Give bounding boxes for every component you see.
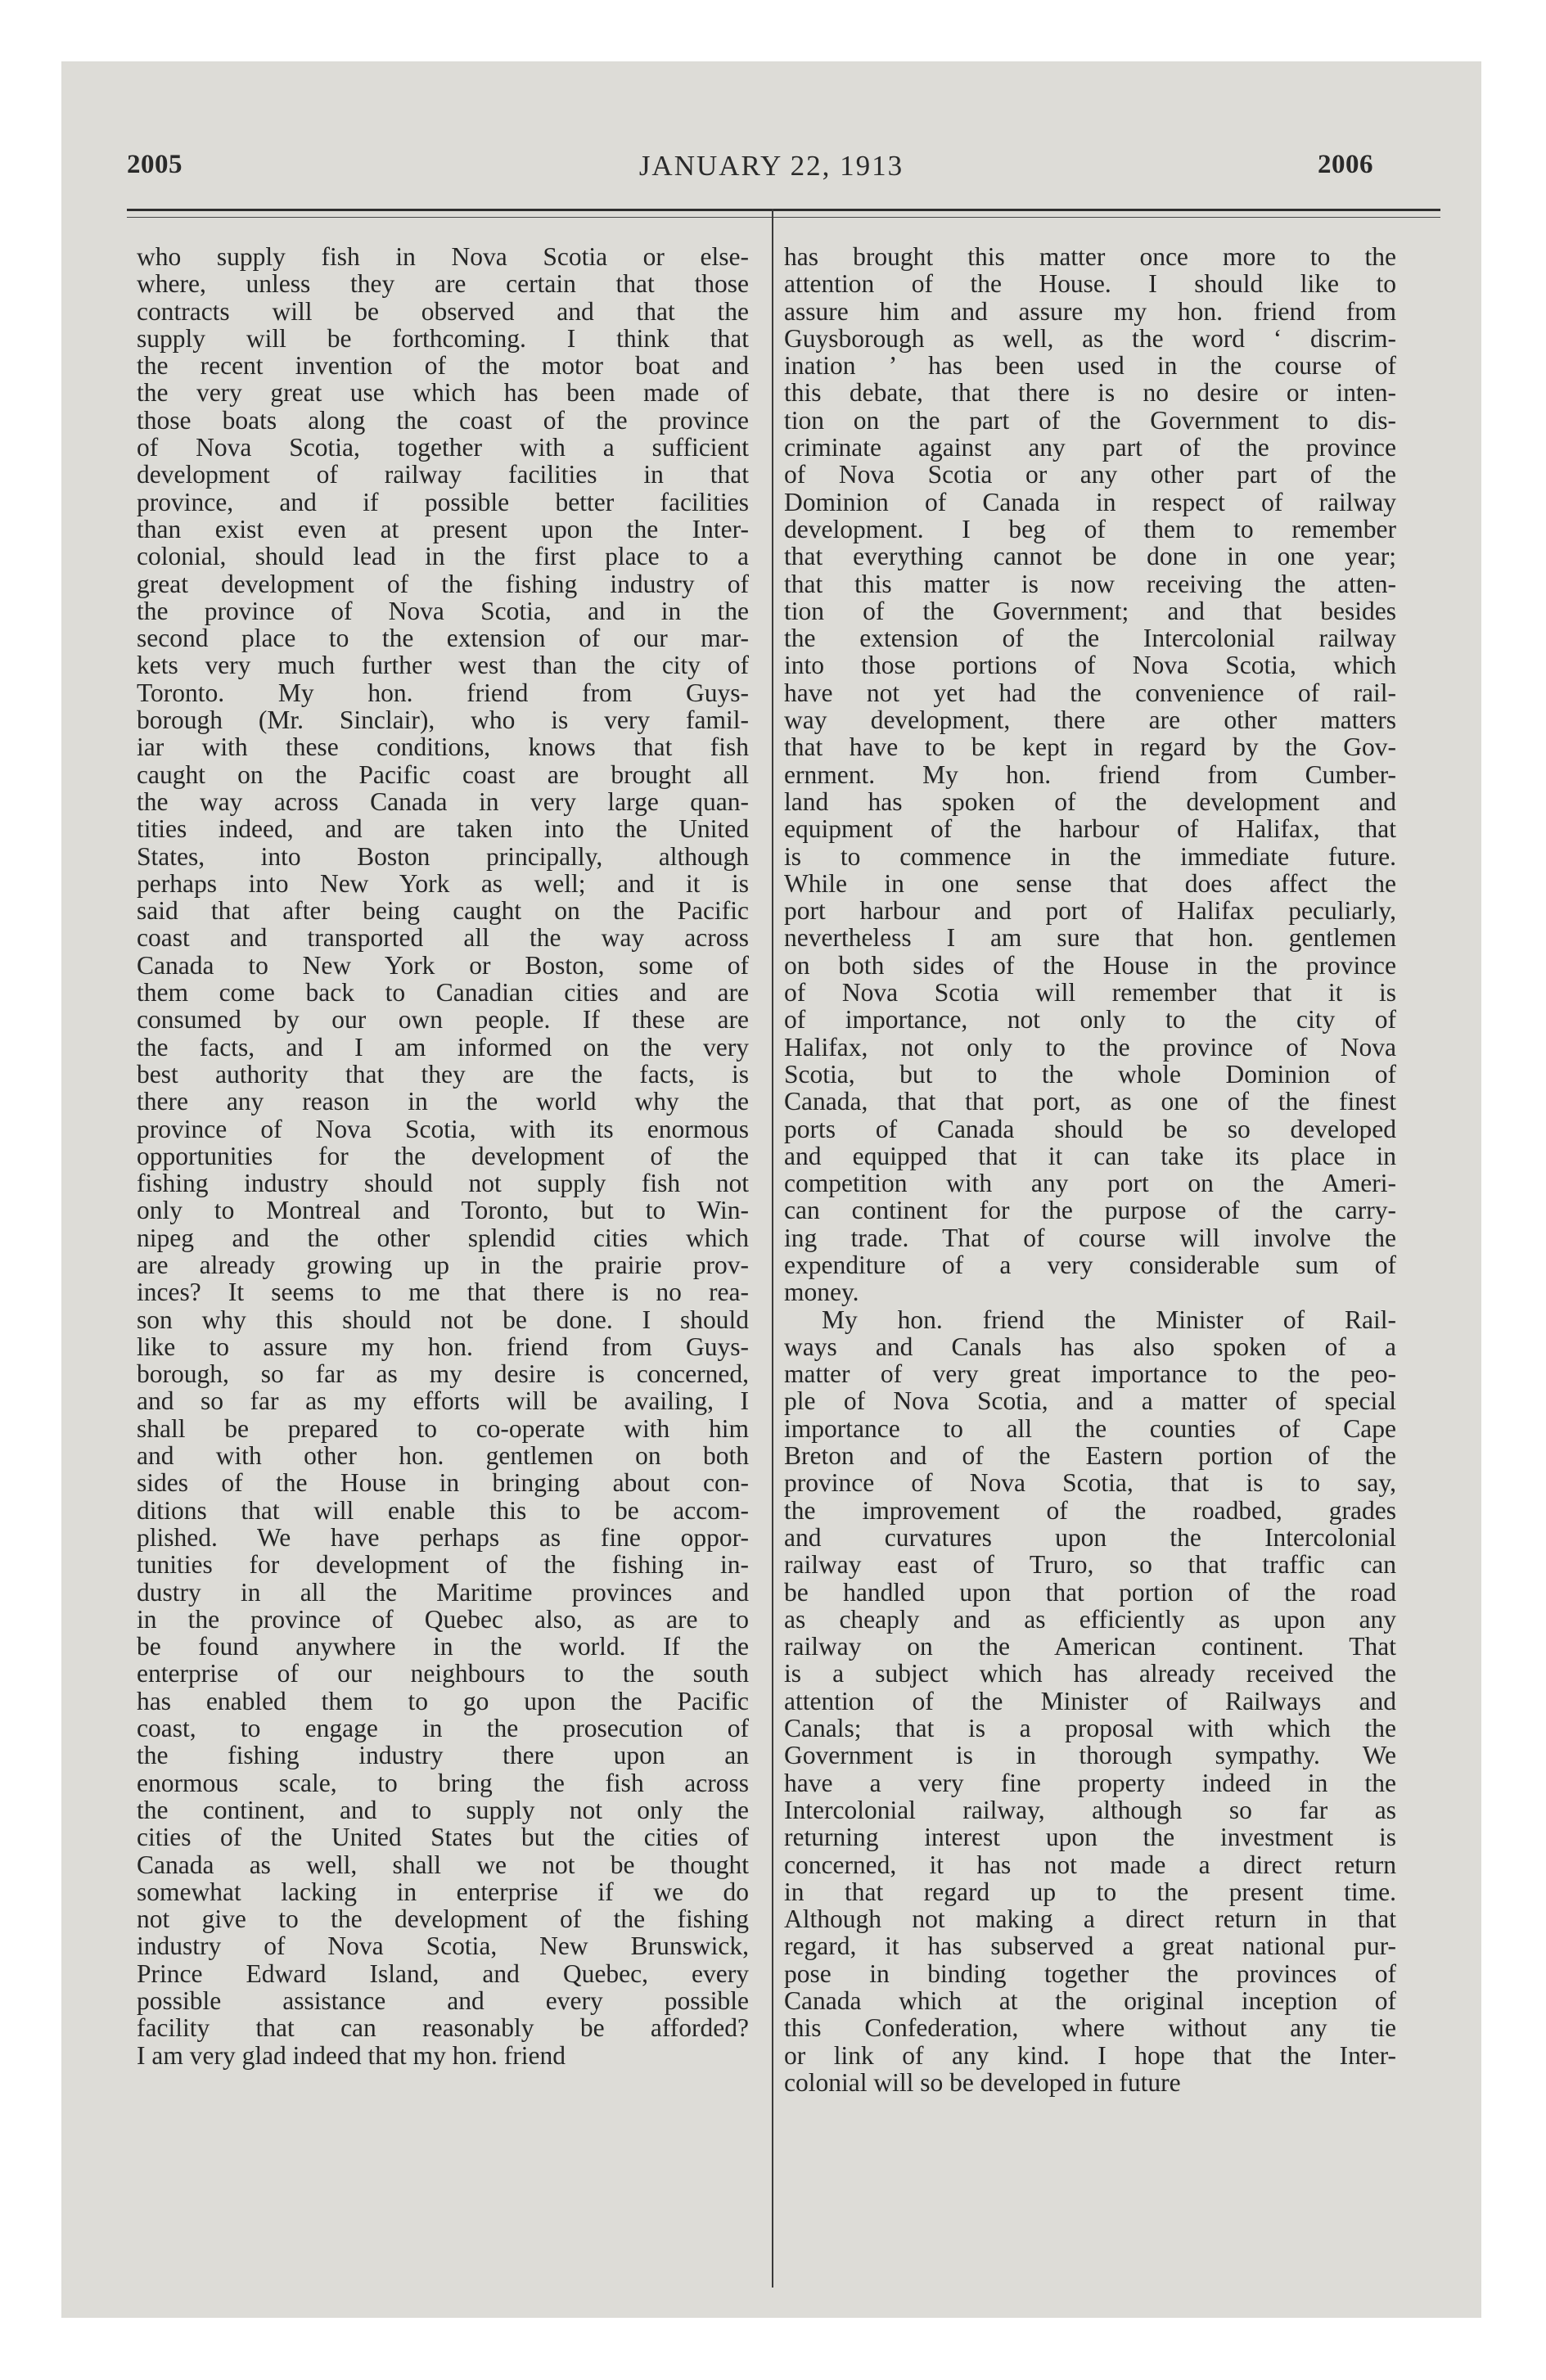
text-line: tion on the part of the Government to dis- (784, 405, 1396, 435)
text-line: province, and if possible better facilities (137, 487, 749, 516)
text-line: than exist even at present upon the Inter- (137, 514, 749, 543)
text-line: My hon. friend the Minister of Rail- (822, 1305, 1396, 1334)
text-line: ways and Canals has also spoken of a (784, 1332, 1396, 1361)
text-line: assure him and assure my hon. friend from (784, 296, 1396, 326)
text-line: the province of Nova Scotia, and in the (137, 596, 749, 625)
text-line: be handled upon that portion of the road (784, 1577, 1396, 1607)
text-line: plished. We have perhaps as fine oppor- (137, 1522, 749, 1552)
text-line: enterprise of our neighbours to the south (137, 1659, 749, 1688)
text-line: and curvatures upon the Intercolonial (784, 1522, 1396, 1552)
text-line: cities of the United States but the cities of (137, 1823, 749, 1852)
text-line: nipeg and the other splendid cities which (137, 1223, 749, 1252)
text-line: this Confederation, where without any tie (784, 2013, 1396, 2043)
text-line: the continent, and to supply not only the (137, 1795, 749, 1824)
text-line: have not yet had the convenience of rail- (784, 678, 1396, 707)
text-line: dustry in all the Maritime provinces and (137, 1577, 749, 1607)
text-line: ditions that will enable this to be accom- (137, 1495, 749, 1525)
text-line: the improvement of the roadbed, grades (784, 1495, 1396, 1525)
text-line: kets very much further west than the city of (137, 651, 749, 680)
text-line: perhaps into New York as well; and it is (137, 868, 749, 898)
text-line: borough (Mr. Sinclair), who is very famil- (137, 705, 749, 735)
text-line: them come back to Canadian cities and are (137, 978, 749, 1007)
text-line: the way across Canada in very large quan- (137, 787, 749, 816)
text-line: Canada, that that port, as one of the finest (784, 1087, 1396, 1116)
text-line: said that after being caught on the Pacific (137, 896, 749, 926)
text-line: where, unless they are certain that those (137, 269, 749, 299)
text-line: competition with any port on the Ameri- (784, 1169, 1396, 1198)
text-line: ernment. My hon. friend from Cumber- (784, 760, 1396, 789)
text-line: of Nova Scotia or any other part of the (784, 460, 1396, 489)
text-line: colonial will so be developed in future (784, 2067, 1181, 2097)
text-line: in the province of Quebec also, as are to (137, 1604, 749, 1634)
text-line: ports of Canada should be so developed (784, 1114, 1396, 1143)
text-line: States, into Boston principally, although (137, 841, 749, 871)
text-line: Toronto. My hon. friend from Guys- (137, 678, 749, 707)
text-line: Prince Edward Island, and Quebec, every (137, 1959, 749, 1988)
text-line: has brought this matter once more to the (784, 242, 1396, 271)
text-line: is to commence in the immediate future. (784, 841, 1396, 871)
text-line: that this matter is now receiving the atten- (784, 569, 1396, 598)
text-line: Guysborough as well, as the word ‘ discrim- (784, 323, 1396, 353)
text-line: are already growing up in the prairie prov- (137, 1250, 749, 1279)
right-page-number: 2006 (1318, 150, 1373, 179)
text-line: of Nova Scotia will remember that it is (784, 978, 1396, 1007)
text-line: shall be prepared to co-operate with him (137, 1413, 749, 1443)
text-line: development of railway facilities in that (137, 460, 749, 489)
scanned-page (61, 61, 1481, 2318)
text-line: way development, there are other matters (784, 705, 1396, 735)
text-line: have a very fine property indeed in the (784, 1768, 1396, 1797)
text-line: of importance, not only to the city of (784, 1005, 1396, 1034)
text-line: Scotia, but to the whole Dominion of (784, 1059, 1396, 1089)
text-line: land has spoken of the development and (784, 787, 1396, 816)
left-page-number: 2005 (127, 150, 183, 179)
text-line: province of Nova Scotia, that is to say, (784, 1468, 1396, 1498)
text-line: not give to the development of the fishing (137, 1904, 749, 1934)
text-line: Halifax, not only to the province of Nova (784, 1032, 1396, 1062)
text-line: Intercolonial railway, although so far as (784, 1795, 1396, 1824)
text-line: expenditure of a very considerable sum of (784, 1250, 1396, 1279)
text-line: caught on the Pacific coast are brought all (137, 760, 749, 789)
text-line: I am very glad indeed that my hon. friend (137, 2040, 566, 2070)
text-line: as cheaply and as efficiently as upon any (784, 1604, 1396, 1634)
text-line: railway on the American continent. That (784, 1632, 1396, 1661)
text-line: the recent invention of the motor boat and (137, 351, 749, 381)
text-line: equipment of the harbour of Halifax, that (784, 814, 1396, 844)
text-line: tion of the Government; and that besides (784, 596, 1396, 625)
header-date: JANUARY 22, 1913 (638, 150, 904, 182)
text-line: importance to all the counties of Cape (784, 1413, 1396, 1443)
text-line: nevertheless I am sure that hon. gentlemen (784, 923, 1396, 953)
text-line: the fishing industry there upon an (137, 1741, 749, 1770)
text-line: has enabled them to go upon the Pacific (137, 1686, 749, 1715)
text-line: supply will be forthcoming. I think that (137, 323, 749, 353)
text-line: Canada which at the original inception of (784, 1986, 1396, 2015)
left-text-column (137, 243, 749, 2069)
text-line: tunities for development of the fishing in- (137, 1550, 749, 1580)
text-line: that have to be kept in regard by the Gov- (784, 732, 1396, 762)
text-line: ination ’ has been used in the course of (784, 351, 1396, 381)
text-line: coast, to engage in the prosecution of (137, 1714, 749, 1743)
text-line: somewhat lacking in enterprise if we do (137, 1877, 749, 1906)
column-divider (772, 209, 773, 2288)
text-line: development. I beg of them to remember (784, 514, 1396, 543)
text-line: port harbour and port of Halifax peculiarly, (784, 896, 1396, 926)
text-line: industry of Nova Scotia, New Brunswick, (137, 1931, 749, 1961)
text-line: returning interest upon the investment is (784, 1823, 1396, 1852)
text-line: Although not making a direct return in that (784, 1904, 1396, 1934)
text-line: and with other hon. gentlemen on both (137, 1441, 749, 1471)
text-line: railway east of Truro, so that traffic can (784, 1550, 1396, 1580)
text-line: or link of any kind. I hope that the Inter- (784, 2040, 1396, 2070)
text-line: concerned, it has not made a direct return (784, 1850, 1396, 1879)
text-line: ple of Nova Scotia, and a matter of special (784, 1386, 1396, 1416)
text-line: possible assistance and every possible (137, 1986, 749, 2015)
text-line: money. (784, 1278, 859, 1307)
text-line: iar with these conditions, knows that fish (137, 732, 749, 762)
text-line: who supply fish in Nova Scotia or else- (137, 242, 749, 271)
text-line: criminate against any part of the province (784, 433, 1396, 462)
text-line: those boats along the coast of the province (137, 405, 749, 435)
text-line: only to Montreal and Toronto, but to Win- (137, 1196, 749, 1225)
text-line: best authority that they are the facts, is (137, 1059, 749, 1089)
text-line: opportunities for the development of the (137, 1141, 749, 1170)
text-line: into those portions of Nova Scotia, which (784, 651, 1396, 680)
text-line: coast and transported all the way across (137, 923, 749, 953)
text-line: ing trade. That of course will involve the (784, 1223, 1396, 1252)
text-line: consumed by our own people. If these are (137, 1005, 749, 1034)
text-line: regard, it has subserved a great national pur- (784, 1931, 1396, 1961)
text-line: fishing industry should not supply fish not (137, 1169, 749, 1198)
text-line: on both sides of the House in the province (784, 950, 1396, 980)
text-line: pose in binding together the provinces of (784, 1959, 1396, 1988)
page-header (61, 150, 1481, 199)
text-line: matter of very great importance to the peo- (784, 1359, 1396, 1389)
text-line: there any reason in the world why the (137, 1087, 749, 1116)
text-line: Canada to New York or Boston, some of (137, 950, 749, 980)
text-line: Government is in thorough sympathy. We (784, 1741, 1396, 1770)
text-line: can continent for the purpose of the carry- (784, 1196, 1396, 1225)
text-line: sides of the House in bringing about con- (137, 1468, 749, 1498)
text-line: attention of the House. I should like to (784, 269, 1396, 299)
text-line: of Nova Scotia, together with a sufficient (137, 433, 749, 462)
header-rule-thin (127, 217, 1440, 218)
text-line: this debate, that there is no desire or inten- (784, 378, 1396, 408)
text-line: like to assure my hon. friend from Guys- (137, 1332, 749, 1361)
text-line: is a subject which has already received the (784, 1659, 1396, 1688)
text-line: that everything cannot be done in one year; (784, 542, 1396, 571)
text-line: Canada as well, shall we not be thought (137, 1850, 749, 1879)
text-line: colonial, should lead in the first place to a (137, 542, 749, 571)
text-line: be found anywhere in the world. If the (137, 1632, 749, 1661)
text-line: and so far as my efforts will be availing, I (137, 1386, 749, 1416)
text-line: Breton and of the Eastern portion of the (784, 1441, 1396, 1471)
text-line: province of Nova Scotia, with its enormous (137, 1114, 749, 1143)
text-line: second place to the extension of our mar- (137, 624, 749, 653)
text-line: tities indeed, and are taken into the United (137, 814, 749, 844)
text-line: While in one sense that does affect the (784, 868, 1396, 898)
text-line: son why this should not be done. I should (137, 1305, 749, 1334)
text-line: the facts, and I am informed on the very (137, 1032, 749, 1062)
text-line: inces? It seems to me that there is no rea- (137, 1278, 749, 1307)
text-line: borough, so far as my desire is concerned, (137, 1359, 749, 1389)
text-line: in that regard up to the present time. (784, 1877, 1396, 1906)
text-line: Canals; that is a proposal with which the (784, 1714, 1396, 1743)
text-line: contracts will be observed and that the (137, 296, 749, 326)
header-rule-thick (127, 209, 1440, 211)
text-line: Dominion of Canada in respect of railway (784, 487, 1396, 516)
text-line: great development of the fishing industry of (137, 569, 749, 598)
text-line: facility that can reasonably be afforded? (137, 2013, 749, 2043)
text-line: the very great use which has been made of (137, 378, 749, 408)
text-line: attention of the Minister of Railways and (784, 1686, 1396, 1715)
text-line: enormous scale, to bring the fish across (137, 1768, 749, 1797)
text-line: and equipped that it can take its place in (784, 1141, 1396, 1170)
text-line: the extension of the Intercolonial railway (784, 624, 1396, 653)
right-text-column (784, 243, 1396, 2096)
